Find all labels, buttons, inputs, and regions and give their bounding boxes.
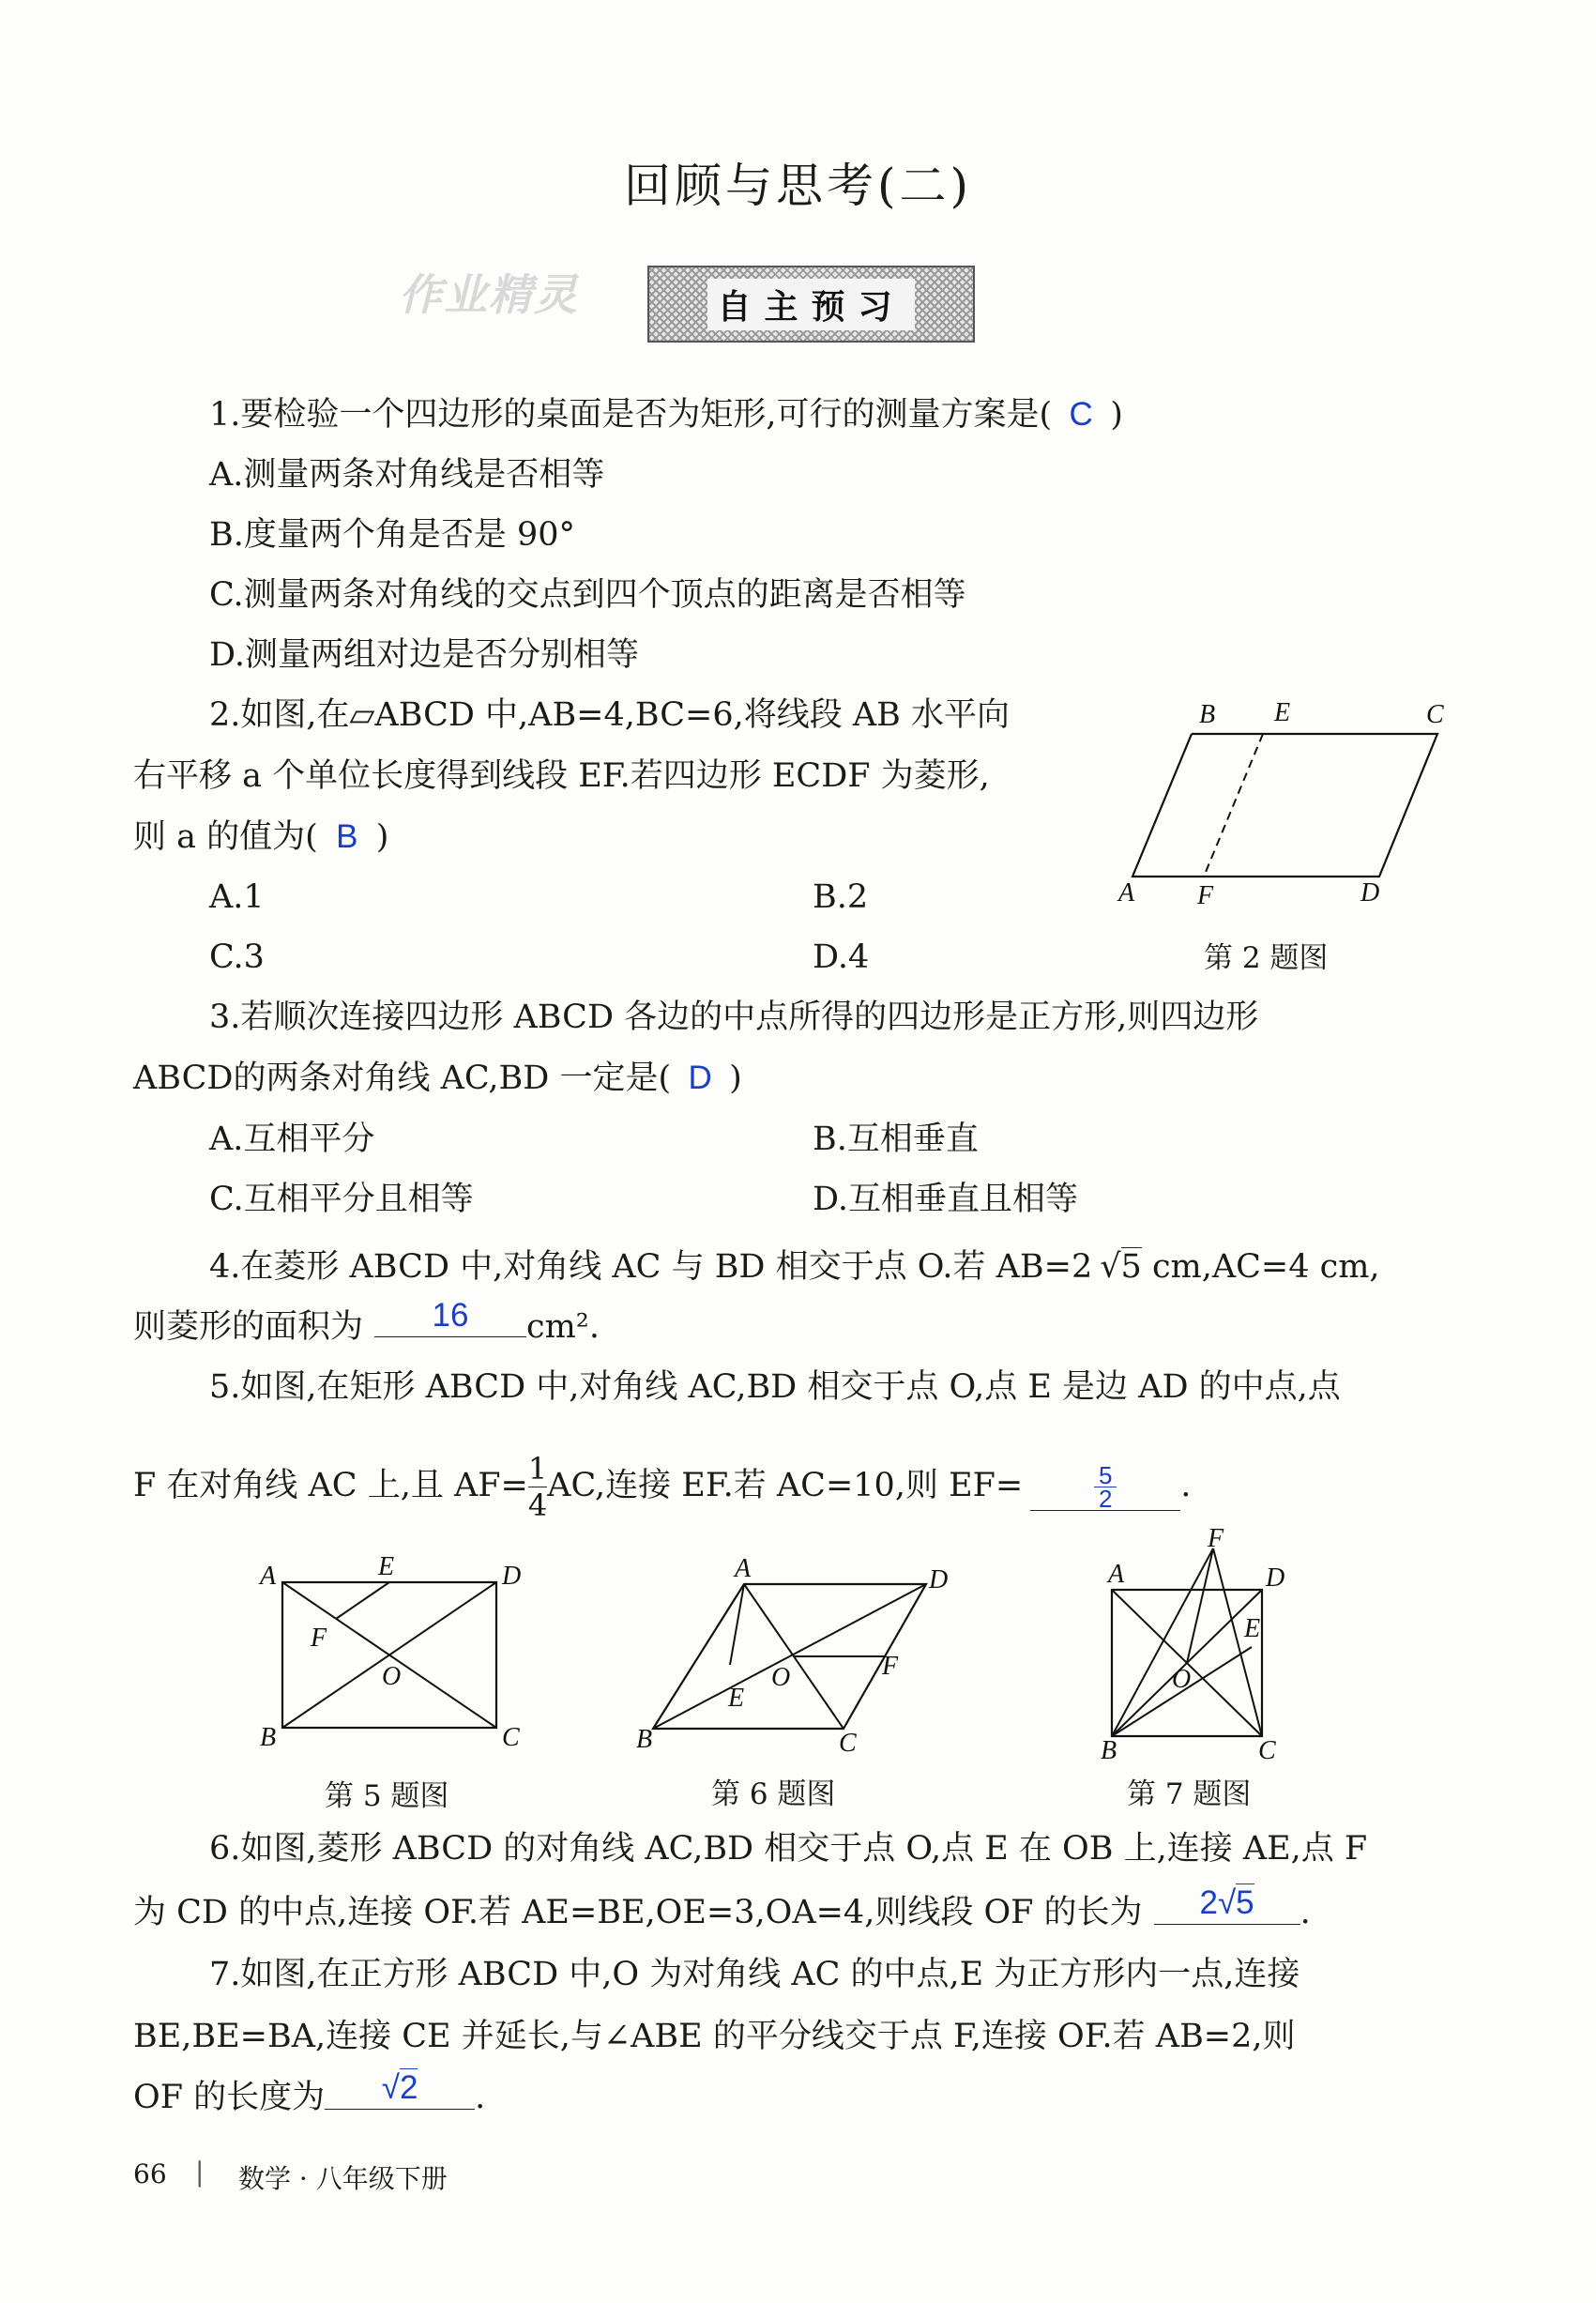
fig5-label-d: D [502,1562,522,1591]
fig6-caption: 第 6 题图 [711,1777,836,1811]
q7-line1: 7.如图,在正方形 ABCD 中,O 为对角线 AC 的中点,E 为正方形内一点,连接 [209,1956,1300,1993]
fig6-label-e: E [728,1684,745,1713]
q4-line2: 则菱形的面积为 16 cm². [133,1297,600,1346]
fig2-label-d: D [1360,878,1380,907]
fig5-rectangle [249,1548,549,1755]
q3-option-b: B.互相垂直 [813,1121,979,1158]
q2-option-b: B.2 [813,878,869,916]
q3-option-c: C.互相平分且相等 [209,1181,474,1218]
q3-line2: ABCD的两条对角线 AC,BD 一定是( D ) [133,1060,742,1097]
fig7-label-d: D [1266,1563,1285,1593]
page-number: 66 [133,2158,167,2189]
q2-line2: 右平移 a 个单位长度得到线段 EF.若四边形 ECDF 为菱形, [133,757,990,795]
fig7-caption: 第 7 题图 [1127,1777,1252,1811]
q7-line2: BE,BE=BA,连接 CE 并延长,与∠ABE 的平分线交于点 F,连接 OF.若 AB=2,则 [133,2018,1296,2055]
book-title: 数学 · 八年级下册 [238,2163,448,2194]
q2-option-d: D.4 [813,938,870,976]
q2-option-c: C.3 [209,938,265,976]
fig7-label-o: O [1172,1665,1192,1694]
page-title: 回顾与思考(二) [623,159,972,213]
section-title: 自主预习 [707,279,914,330]
section-banner [647,266,975,343]
q5-answer: $\frac{5}{2}$ [1030,1464,1180,1511]
fig2-ef-dashed [1204,734,1263,877]
q1-option-b: B.度量两个角是否是 90° [209,516,576,554]
fig6-label-o: O [771,1663,791,1692]
q2-option-a: A.1 [209,878,265,916]
q2-line3: 则 a 的值为( B ) [133,818,389,856]
q1-option-d: D.测量两组对边是否分别相等 [209,636,639,674]
footer-separator: | [195,2157,205,2188]
fig7-label-b: B [1101,1736,1117,1762]
q4-line1: 4.在菱形 ABCD 中,对角线 AC 与 BD 相交于点 O.若 AB=2 √5 cm,AC=4 cm, [209,1248,1380,1286]
q2-line1: 2.如图,在▱ABCD 中,AB=4,BC=6,将线段 AB 水平向 [209,696,1011,734]
q1-option-a: A.测量两条对角线是否相等 [209,456,605,494]
fig2-label-e: E [1274,698,1291,727]
fig7-label-c: C [1258,1736,1276,1762]
fig2-label-f: F [1197,881,1214,910]
fig7-label-e: E [1244,1614,1261,1643]
fig6-label-b: B [636,1725,653,1754]
fig2-parallelogram [1107,690,1482,915]
q7-answer: √2 [325,2067,475,2110]
q5-line1: 5.如图,在矩形 ABCD 中,对角线 AC,BD 相交于点 O,点 E 是边 AD 的中点,点 [209,1368,1341,1406]
q3-option-a: A.互相平分 [209,1121,375,1158]
fig2-label-b: B [1199,700,1216,729]
q7-line3: OF 的长度为 √2 . [133,2069,486,2116]
fig2-label-a: A [1118,878,1135,907]
fig5-label-f: F [311,1624,327,1653]
fig6-label-c: C [839,1729,857,1755]
fig7-label-f: F [1208,1528,1224,1553]
fig6-label-f: F [882,1652,899,1681]
fig5-label-c: C [502,1723,520,1752]
q3-option-d: D.互相垂直且相等 [813,1181,1078,1218]
fig6-rhombus [627,1548,965,1755]
fig5-label-a: A [260,1562,277,1591]
q5-line2: F 在对角线 AC 上,且 AF= $\frac{1}{4}$ AC,连接 EF.若 AC=10,则 EF= $\frac{5}{2}$ . [133,1451,1192,1523]
fig5-label-b: B [260,1723,277,1752]
q3-line1: 3.若顺次连接四边形 ABCD 各边的中点所得的四边形是正方形,则四边形 [209,999,1259,1036]
q2-answer: B [336,818,358,855]
fig6-label-a: A [735,1554,752,1583]
q1-answer: C [1069,396,1093,433]
q4-answer: 16 [374,1295,526,1337]
watermark: 作业精灵 [399,269,579,320]
q6-line1: 6.如图,菱形 ABCD 的对角线 AC,BD 相交于点 O,点 E 在 OB 上,连接 AE,点 F [209,1830,1368,1868]
fig5-label-o: O [382,1662,402,1691]
fig2-caption: 第 2 题图 [1204,941,1329,975]
q1-stem: 1.要检验一个四边形的桌面是否为矩形,可行的测量方案是( C ) [209,396,1123,434]
fig5-label-e: E [378,1552,395,1581]
q1-option-c: C.测量两条对角线的交点到四个顶点的距离是否相等 [209,576,966,614]
fig2-abcd [1132,734,1437,877]
fig5-caption: 第 5 题图 [325,1779,449,1813]
fig2-label-c: C [1426,700,1444,729]
fig6-label-d: D [929,1565,949,1594]
q6-line2: 为 CD 的中点,连接 OF.若 AE=BE,OE=3,OA=4,则线段 OF 的长为 2√5 . [133,1884,1311,1931]
q6-answer: 2√5 [1154,1883,1300,1925]
fig7-square [1091,1528,1316,1762]
fig7-label-a: A [1108,1560,1125,1589]
q3-answer: D [688,1060,712,1096]
